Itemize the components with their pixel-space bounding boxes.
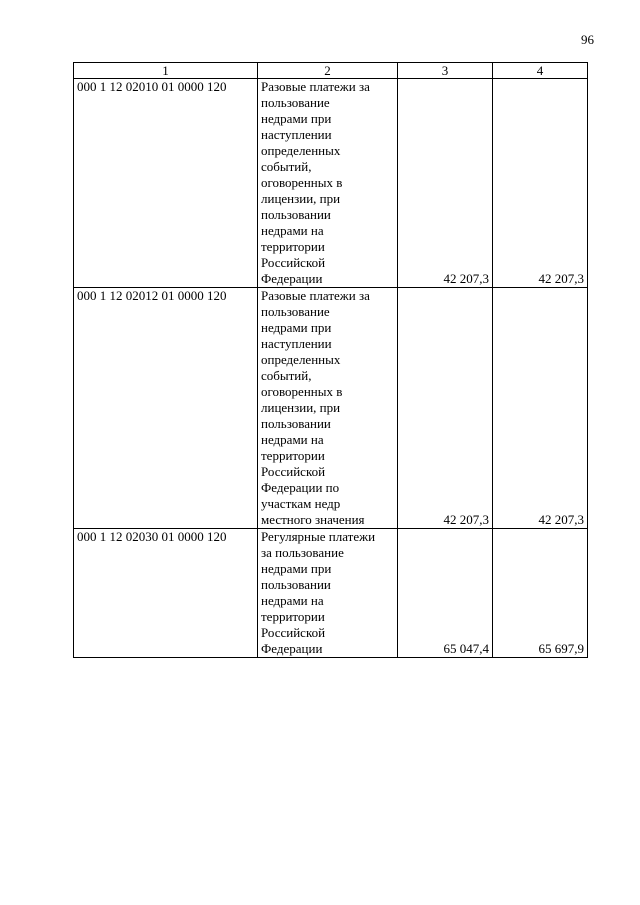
revenue-name-line: Российской: [261, 255, 326, 270]
table-row: [74, 288, 588, 529]
revenue-name: [258, 529, 398, 658]
revenue-name-line: Российской: [261, 464, 326, 479]
revenue-name: [258, 288, 398, 529]
revenue-name: [258, 79, 398, 288]
revenue-name-line: недрами на: [261, 432, 324, 447]
revenue-name-line: недрами при: [261, 561, 332, 576]
revenue-name-line: Федерации по: [261, 480, 340, 495]
revenue-name-line: недрами на: [261, 223, 324, 238]
revenue-name-line: Федерации: [261, 641, 323, 656]
revenue-name-line: недрами при: [261, 111, 332, 126]
revenue-name-line: за пользование: [261, 545, 344, 560]
revenue-name-line: Федерации: [261, 271, 323, 286]
revenue-name-line: пользование: [261, 304, 330, 319]
amount-col3: 42 207,3: [398, 288, 493, 529]
classification-code: 000 1 12 02012 01 0000 120: [74, 288, 258, 529]
classification-code: 000 1 12 02010 01 0000 120: [74, 79, 258, 288]
table-row: [74, 79, 588, 288]
revenue-name-line: лицензии, при: [261, 400, 341, 415]
revenue-name-line: недрами на: [261, 593, 324, 608]
revenue-name-line: наступлении: [261, 127, 332, 142]
revenue-name-line: пользовании: [261, 207, 331, 222]
header-cell-1: 1: [74, 63, 258, 79]
header-row: [74, 63, 588, 79]
header-cell-2: 2: [258, 63, 398, 79]
classification-code: 000 1 12 02030 01 0000 120: [74, 529, 258, 658]
revenue-name-line: оговоренных в: [261, 175, 343, 190]
header-cell-4: 4: [493, 63, 588, 79]
revenue-name-line: пользование: [261, 95, 330, 110]
revenue-name-line: местного значения: [261, 512, 365, 527]
amount-col4: 65 697,9: [493, 529, 588, 658]
revenue-name-line: лицензии, при: [261, 191, 341, 206]
amount-col3: 65 047,4: [398, 529, 493, 658]
amount-col4: 42 207,3: [493, 288, 588, 529]
revenue-name-line: наступлении: [261, 336, 332, 351]
revenue-name-line: территории: [261, 448, 325, 463]
revenue-name-line: событий,: [261, 159, 312, 174]
table-body: [74, 79, 588, 658]
header-cell-3: 3: [398, 63, 493, 79]
revenue-name-line: территории: [261, 239, 325, 254]
revenue-name-line: событий,: [261, 368, 312, 383]
revenue-name-line: Разовые платежи за: [261, 288, 370, 303]
revenue-name-line: пользовании: [261, 577, 331, 592]
revenue-name-line: оговоренных в: [261, 384, 343, 399]
amount-col3: 42 207,3: [398, 79, 493, 288]
revenue-name-line: Российской: [261, 625, 326, 640]
revenue-name-line: определенных: [261, 352, 341, 367]
revenue-name-line: недрами при: [261, 320, 332, 335]
page-number: 96: [581, 32, 594, 47]
amount-col4: 42 207,3: [493, 79, 588, 288]
revenue-name-line: участкам недр: [261, 496, 341, 511]
revenue-name-line: территории: [261, 609, 325, 624]
budget-table: [73, 62, 588, 658]
table-row: [74, 529, 588, 658]
revenue-name-line: Разовые платежи за: [261, 79, 370, 94]
revenue-name-line: пользовании: [261, 416, 331, 431]
revenue-name-line: определенных: [261, 143, 341, 158]
revenue-name-line: Регулярные платежи: [261, 529, 376, 544]
